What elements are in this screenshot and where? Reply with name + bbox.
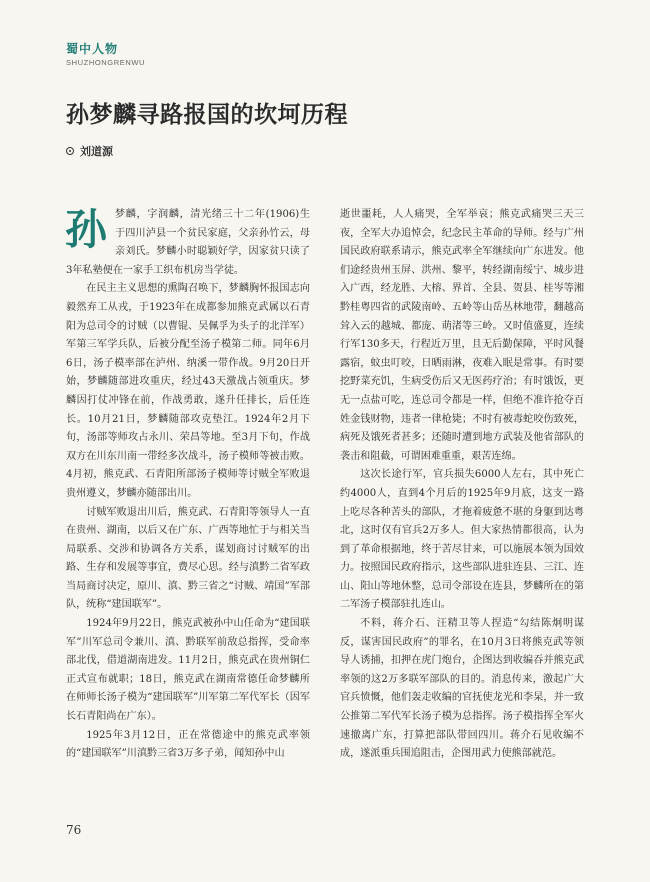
section-header [66,40,145,67]
paragraph-text: 梦麟，字润麟，清光绪三十二年(1906)生于四川泸县一个贫民家庭，父亲孙竹云，母亲刘氏。梦麟小时聪颖好学，因家贫只读了3年私塾便在一家手工织布机房当学徒。 [66,209,310,276]
paragraph: 这次长途行军，官兵损失6000人左右，其中死亡约4000人，直到4个月后的1925年9月底，这支一路上吃尽各种苦头的部队，才拖着疲惫不堪的身躯到达粤北，这时仅有官兵2万多人。但大家热情都很高，认为到了革命根据地，终于苦尽甘来，可以施展本领为国效力。按照国民政府指示，这些部队进驻连县、三江、连山、阳山等地休整，总司令部设在连县，梦麟所在的第二军汤子模部驻扎连山。 [340,469,584,611]
paragraph: 1924年9月22日，熊克武被孙中山任命为“建国联军”川军总司令兼川、滇、黔联军前敌总指挥，受命率部北伐，借道湖南进发。11月2日，熊克武在贵州铜仁正式宣布就职；18日，熊克武在湖南常德任命梦麟所在师师长汤子模为“建国联军”川军第二军代军长（因军长石青阳尚在广东）。 [66,618,310,723]
bullet-icon [66,147,74,155]
article-title: 孙梦麟寻路报国的坎坷历程 [66,102,348,128]
drop-cap: 孙 [65,205,108,254]
author-line [66,143,113,159]
paragraph: 逝世噩耗，人人痛哭，全军举哀；熊克武痛哭三天三夜，全军大办追悼会，纪念民主革命的导师。经与广州国民政府联系请示，熊克武率全军继续向广东进发。他们途经贵州玉屏、洪州、黎平，转经湖南绥宁、城步进入广西，经龙胜、大榕、界首、全县、贺县、桂岑等湘黔桂粤四省的武陵南岭、五岭等山岳丛林地带，翻越高耸入云的越城、都庞、萌渚等三岭。又时值盛夏，连续行军130多天，行程近万里，且无后勤保障，平时风餐露宿，蚊虫叮咬，日晒雨淋，夜难入眠是常事。有时要挖野菜充饥，生病受伤后又无医药疗治；有时饿饭，更无一点盐可吃，连总司令都是一样，但绝不准许抢夺百姓金钱财物，违者一律枪毙；不时有被毒蛇咬伤致死，病死及饿死者甚多；还随时遭到地方武装及他省部队的袭击和阻截，可谓困难重重，艰苦连绵。 [340,209,584,462]
paragraph: 1925年3月12日，正在常德途中的熊克武率领的“建国联军”川滇黔三省3万多子弟，闻知孙中山 [66,729,310,760]
section-name-pinyin: SHUZHONGRENWU [66,58,146,67]
paragraph: 在民主主义思想的熏陶召唤下，梦麟胸怀报国志向毅然弃工从戎，于1923年在成都参加熊克武属以石青阳为总司令的讨贼（以曹锟、吴佩孚为头子的北洋军）军第三军学兵队，后被分配至汤子模第二师。同年6月6日，汤子模率部在泸州、纳溪一带作战。9月20日开始，梦麟随部进攻重庆，经过43天激战占领重庆。梦麟因打仗冲锋在前，作战勇敢，遂升任排长，后任连长。10月21日，梦麟随部攻克垫江。1924年2月下旬，汤部等师攻占永川、荣昌等地。至3月下旬，作战双方在川东川南一带经多次战斗，汤子模师等被击败。4月初，熊克武、石青阳所部汤子模师等讨贼全军败退贵州遵义，梦麟亦随部出川。 [66,283,310,499]
paragraph [66,206,310,280]
paragraph: 不料，蒋介石、汪精卫等人捏造“勾结陈炯明谋反，谋害国民政府”的罪名，在10月3日将熊克武等领导人诱捕，扣押在虎门炮台，企图达到收编吞并熊克武率领的这2万多联军部队的目的。消息传来，激起广大官兵愤慨，他们轰走收编的官抚使龙光和李杲，并一致公推第二军代军长汤子模为总指挥。汤子模指挥全军火速撤离广东，打算把部队带回四川。蒋介石见收编不成，遂派重兵围追阻击，企图用武力使熊部就范。 [340,618,584,760]
section-name: 蜀中人物 [66,42,119,56]
paragraph: 讨贼军败退出川后，熊克武、石青阳等领导人一直在贵州、湖南，以后又在广东、广西等地忙于与相关当局联系、交涉和协调各方关系，谋划商讨讨贼军的出路、生存和发展等事宜，费尽心思。经与滇黔二省军政当局商讨决定，原川、滇、黔三省之“讨贼、靖国”军部队，统称“建国联军”。 [66,506,310,611]
right-column [340,206,584,764]
author-name: 刘道源 [80,145,113,158]
page-number: 76 [66,823,82,837]
left-column [66,206,310,764]
